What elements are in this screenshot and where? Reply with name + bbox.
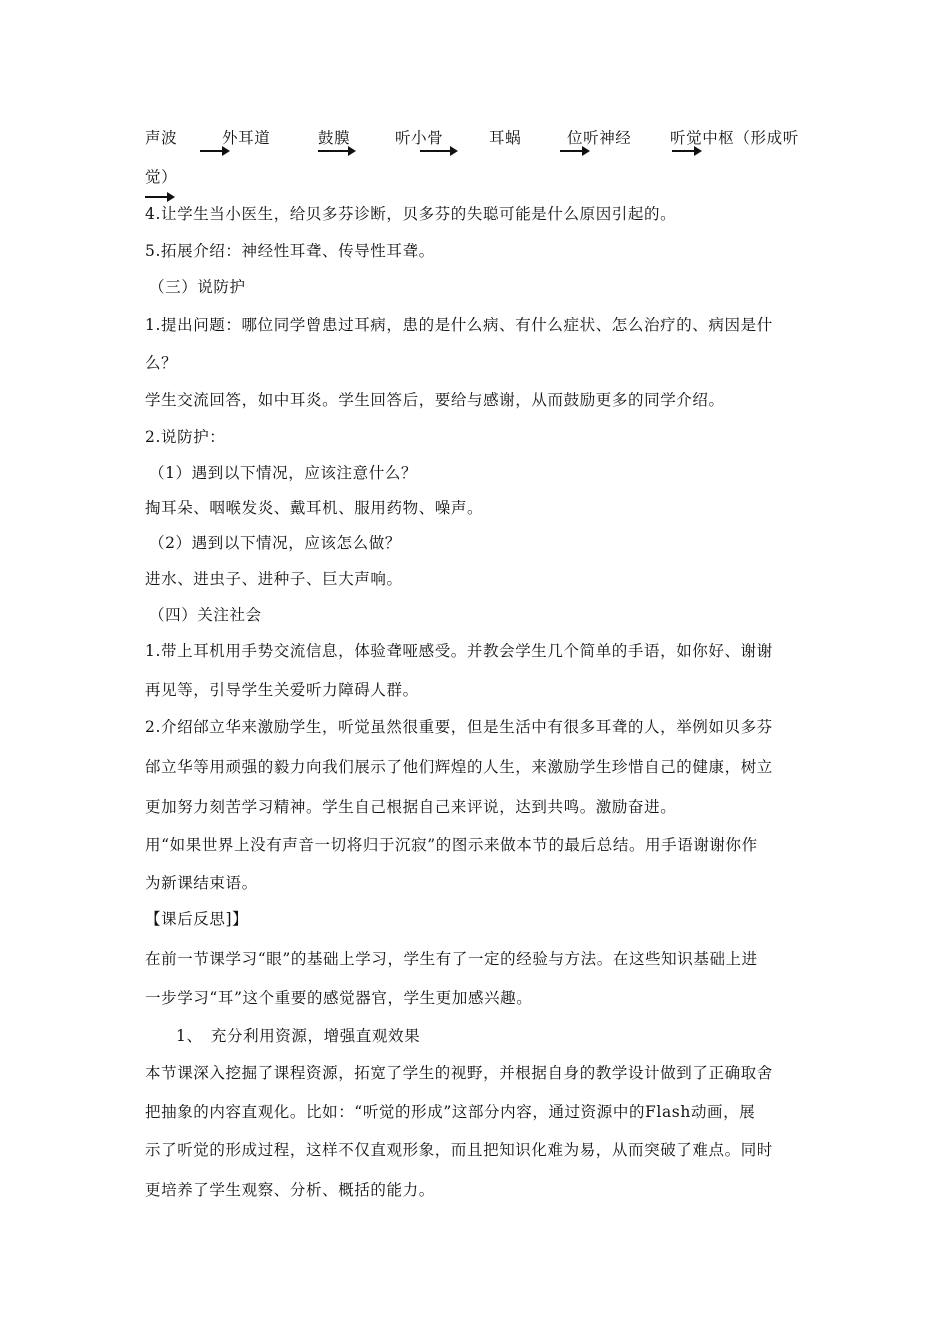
- flow-item-auditory-nerve: 位听神经: [567, 129, 632, 147]
- flow-wrap-text: 觉）: [145, 168, 178, 186]
- arrow-icon: [420, 150, 456, 152]
- text-line: 掏耳朵、咽喉发炎、戴耳机、服用药物、噪声。: [145, 499, 484, 517]
- section-heading: 【课后反思]】: [145, 910, 249, 928]
- text-line: 邰立华等用顽强的毅力向我们展示了他们辉煌的人生，来激励学生珍惜自己的健康，树立: [145, 758, 773, 776]
- arrow-icon: [145, 196, 173, 198]
- text-line: 用“如果世界上没有声音一切将归于沉寂”的图示来做本节的最后总结。用手语谢谢你作: [145, 836, 758, 854]
- section-heading: （四）关注社会: [149, 606, 262, 624]
- flow-item-ossicles: 听小骨: [395, 129, 444, 147]
- text-line: 本节课深入挖掘了课程资源，拓宽了学生的视野，并根据自身的教学设计做到了正确取舍: [145, 1064, 773, 1082]
- text-line: 更培养了学生观察、分析、概括的能力。: [145, 1181, 435, 1199]
- text-line: 一步学习“耳”这个重要的感觉器官，学生更加感兴趣。: [145, 989, 533, 1007]
- numbered-heading: 1、 充分利用资源，增强直观效果: [176, 1027, 421, 1045]
- text-line: 2.介绍邰立华来激励学生，听觉虽然很重要，但是生活中有很多耳聋的人，举例如贝多芬: [145, 718, 773, 736]
- text-line: 2.说防护：: [145, 428, 226, 446]
- flow-item-ear-canal: 外耳道: [222, 129, 271, 147]
- text-line: 进水、进虫子、进种子、巨大声响。: [145, 570, 403, 588]
- text-line: 么？: [145, 354, 178, 372]
- arrow-icon: [318, 150, 354, 152]
- flow-item-sound-wave: 声波: [145, 129, 178, 147]
- text-line: 把抽象的内容直观化。比如：“听觉的形成”这部分内容，通过资源中的Flash动画，展: [145, 1103, 756, 1121]
- text-line: 更加努力刻苦学习精神。学生自己根据自己来评说，达到共鸣。激励奋进。: [145, 798, 677, 816]
- text-line: 示了听觉的形成过程，这样不仅直观形象，而且把知识化难为易，从而突破了难点。同时: [145, 1141, 773, 1159]
- text-line: 再见等，引导学生关爱听力障碍人群。: [145, 681, 419, 699]
- text-line: 1.提出问题：哪位同学曾患过耳病，患的是什么病、有什么症状、怎么治疗的、病因是什: [145, 316, 773, 334]
- flow-item-eardrum: 鼓膜: [318, 129, 351, 147]
- text-line: （1）遇到以下情况，应该注意什么？: [149, 464, 418, 482]
- flow-item-cochlea: 耳蜗: [489, 129, 522, 147]
- text-line: 5.拓展介绍：神经性耳聋、传导性耳聋。: [145, 242, 435, 260]
- text-line: 1.带上耳机用手势交流信息，体验聋哑感受。并教会学生几个简单的手语，如你好、谢谢: [145, 642, 773, 660]
- text-line: 学生交流回答，如中耳炎。学生回答后，要给与感谢，从而鼓励更多的同学介绍。: [145, 391, 725, 409]
- text-line: 为新课结束语。: [145, 874, 258, 892]
- text-line: 4.让学生当小医生，给贝多芬诊断，贝多芬的失聪可能是什么原因引起的。: [145, 205, 677, 223]
- section-heading: （三）说防护: [149, 278, 246, 296]
- flow-item-auditory-center: 听觉中枢（形成听: [670, 129, 799, 147]
- arrow-icon: [200, 150, 228, 152]
- text-line: 在前一节课学习“眼”的基础上学习，学生有了一定的经验与方法。在这些知识基础上进: [145, 950, 758, 968]
- arrow-icon: [672, 150, 700, 152]
- arrow-icon: [560, 150, 588, 152]
- text-line: （2）遇到以下情况，应该怎么做？: [149, 534, 401, 552]
